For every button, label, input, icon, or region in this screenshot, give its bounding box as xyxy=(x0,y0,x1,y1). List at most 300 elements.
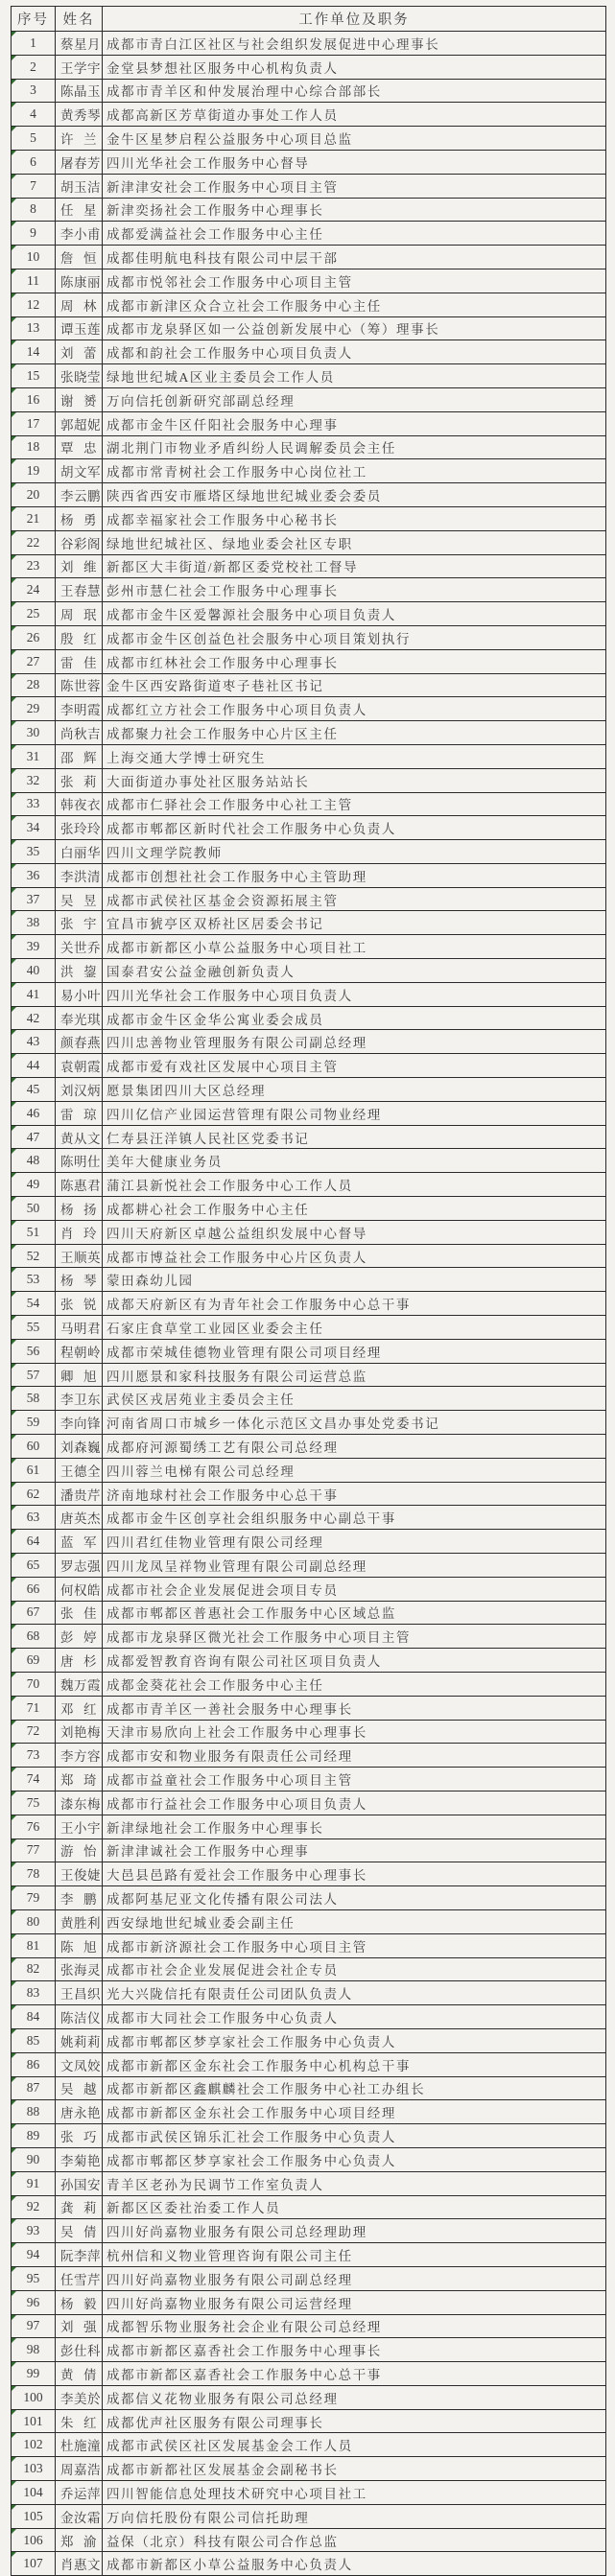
cell-corner-marker xyxy=(12,1459,16,1464)
serial-number-cell xyxy=(12,1149,56,1173)
work-unit-position-cell: 万向信托创新研究部副总经理 xyxy=(103,387,606,411)
serial-number-cell xyxy=(12,1862,56,1886)
serial-number-cell xyxy=(12,2266,56,2290)
name-cell: 王昌织 xyxy=(56,1981,103,2005)
name-cell: 邵辉 xyxy=(56,744,103,768)
serial-number-value: 52 xyxy=(26,1248,40,1263)
name-cell: 刘森巍 xyxy=(56,1435,103,1459)
serial-number-cell xyxy=(12,554,56,578)
work-unit-position-cell: 四川智能信息处理技术研究中心项目社工 xyxy=(103,2481,606,2505)
name-cell: 张玲玲 xyxy=(56,816,103,840)
serial-number-cell xyxy=(12,1268,56,1292)
cell-corner-marker xyxy=(12,1768,16,1772)
cell-corner-marker xyxy=(12,578,16,583)
serial-number-cell xyxy=(12,293,56,316)
serial-number-value: 90 xyxy=(26,2151,40,2166)
work-unit-position-cell: 成都市新都区小草公益服务中心项目社工 xyxy=(103,935,606,959)
serial-number-value: 48 xyxy=(26,1153,40,1168)
cell-corner-marker xyxy=(12,2005,16,2010)
name-cell: 陈世蓉 xyxy=(56,673,103,697)
serial-number-cell xyxy=(12,1173,56,1197)
name-cell: 黄从文 xyxy=(56,1125,103,1149)
work-unit-position-cell: 成都市龙泉驿区微光社会工作服务中心项目主管 xyxy=(103,1625,606,1649)
name-cell: 白丽华 xyxy=(56,840,103,864)
work-unit-position-cell: 成都耕心社会工作服务中心主任 xyxy=(103,1197,606,1221)
serial-number-value: 11 xyxy=(27,272,39,288)
serial-number-cell xyxy=(12,411,56,435)
table-row xyxy=(12,1554,606,1578)
name-cell: 尚秋吉 xyxy=(56,721,103,745)
serial-number-cell xyxy=(12,1981,56,2005)
serial-number-cell xyxy=(12,1411,56,1435)
name-cell: 王德全 xyxy=(56,1458,103,1482)
cell-corner-marker xyxy=(12,2457,16,2462)
serial-number-cell xyxy=(12,1435,56,1459)
cell-corner-marker xyxy=(12,364,16,369)
cell-corner-marker xyxy=(12,2196,16,2201)
work-unit-position-cell: 成都智乐物业服务社会企业有限公司总经理 xyxy=(103,2314,606,2338)
name-cell: 朱红 xyxy=(56,2409,103,2433)
name-cell: 关世乔 xyxy=(56,935,103,959)
work-unit-position-cell: 成都市郫都区新时代社会工作服务中心负责人 xyxy=(103,816,606,840)
table-row xyxy=(12,1862,606,1886)
cell-corner-marker xyxy=(12,2315,16,2320)
name-cell: 潘贵芹 xyxy=(56,1482,103,1506)
serial-number-value: 2 xyxy=(30,59,36,74)
serial-number-cell xyxy=(12,2290,56,2314)
cell-corner-marker xyxy=(12,246,16,250)
serial-number-cell xyxy=(12,32,56,56)
serial-number-cell xyxy=(12,1054,56,1078)
name-cell: 吴倩 xyxy=(56,2219,103,2243)
table-row xyxy=(12,1696,606,1720)
serial-number-cell xyxy=(12,1363,56,1387)
serial-number-value: 46 xyxy=(26,1105,40,1120)
cell-corner-marker xyxy=(12,2505,16,2510)
work-unit-position-cell: 成都佳明航电科技有限公司中层干部 xyxy=(103,246,606,269)
header-work-unit-position: 工作单位及职务 xyxy=(103,7,606,32)
table-row xyxy=(12,1435,606,1459)
table-row xyxy=(12,483,606,507)
table-row xyxy=(12,697,606,721)
cell-corner-marker xyxy=(12,2077,16,2082)
serial-number-value: 12 xyxy=(26,296,40,312)
work-unit-position-cell: 新津绿地社会工作服务中心理事长 xyxy=(103,1815,606,1838)
serial-number-value: 21 xyxy=(26,510,40,526)
work-unit-position-cell: 成都市创想社社会工作服务中心主管助理 xyxy=(103,863,606,887)
table-row xyxy=(12,506,606,530)
serial-number-value: 98 xyxy=(26,2342,40,2357)
work-unit-position-cell: 成都市行益社会工作服务中心项目负责人 xyxy=(103,1791,606,1815)
cell-corner-marker xyxy=(12,2529,16,2534)
table-row xyxy=(12,459,606,483)
cell-corner-marker xyxy=(12,864,16,869)
work-unit-position-cell: 四川好尚嘉物业服务有限公司副总经理 xyxy=(103,2266,606,2290)
serial-number-value: 104 xyxy=(23,2484,43,2499)
name-cell: 罗志强 xyxy=(56,1554,103,1578)
serial-number-cell xyxy=(12,2076,56,2100)
name-cell: 颜春燕 xyxy=(56,1030,103,1054)
table-row xyxy=(12,1530,606,1554)
table-header xyxy=(12,7,606,32)
table-row xyxy=(12,1601,606,1625)
cell-corner-marker xyxy=(12,1697,16,1701)
cell-corner-marker xyxy=(12,911,16,916)
serial-number-cell xyxy=(12,174,56,198)
work-unit-position-cell: 四川龙凤呈祥物业管理有限公司副总经理 xyxy=(103,1554,606,1578)
cell-corner-marker xyxy=(12,2029,16,2034)
cell-corner-marker xyxy=(12,293,16,298)
table-row xyxy=(12,1838,606,1862)
name-cell: 周林 xyxy=(56,293,103,316)
name-cell: 唐英杰 xyxy=(56,1506,103,1530)
table-row xyxy=(12,340,606,364)
serial-number-cell xyxy=(12,2433,56,2457)
name-cell: 张佳 xyxy=(56,1601,103,1625)
work-unit-position-cell: 绿地世纪城社区、绿地业委会社区专职 xyxy=(103,530,606,554)
serial-number-value: 53 xyxy=(26,1272,40,1287)
table-row xyxy=(12,316,606,340)
serial-number-value: 33 xyxy=(26,796,40,811)
serial-number-cell xyxy=(12,982,56,1006)
serial-number-value: 19 xyxy=(26,463,40,479)
table-body xyxy=(12,32,606,2576)
work-unit-position-cell: 成都市新都区金东社会工作服务中心机构总干事 xyxy=(103,2052,606,2076)
cell-corner-marker xyxy=(12,983,16,988)
cell-corner-marker xyxy=(12,697,16,702)
table-row xyxy=(12,1244,606,1268)
serial-number-value: 17 xyxy=(26,415,40,431)
work-unit-position-cell: 金堂县梦想社区服务中心机构负责人 xyxy=(103,55,606,79)
work-unit-position-cell: 天津市易欣向上社会工作服务中心理事长 xyxy=(103,1720,606,1744)
name-cell: 魏万霞 xyxy=(56,1672,103,1696)
serial-number-value: 28 xyxy=(26,677,40,692)
cell-corner-marker xyxy=(12,1839,16,1844)
work-unit-position-cell: 成都市武侯社区基金会资源拓展主管 xyxy=(103,887,606,911)
name-cell: 杜施潼 xyxy=(56,2433,103,2457)
work-unit-position-cell: 成都爱智教育咨询有限公司社区项目负责人 xyxy=(103,1649,606,1673)
name-cell: 张晓莹 xyxy=(56,364,103,388)
table-row xyxy=(12,2457,606,2481)
cell-corner-marker xyxy=(12,1197,16,1202)
table-row xyxy=(12,649,606,673)
work-unit-position-cell: 光大兴陇信托有限责任公司团队负责人 xyxy=(103,1981,606,2005)
serial-number-value: 103 xyxy=(23,2461,43,2476)
cell-corner-marker xyxy=(12,1340,16,1345)
cell-corner-marker xyxy=(12,1649,16,1653)
name-cell: 姚莉莉 xyxy=(56,2028,103,2052)
serial-number-cell xyxy=(12,1601,56,1625)
serial-number-cell xyxy=(12,150,56,174)
work-unit-position-cell: 成都市金牛区爱馨源社会服务中心项目负责人 xyxy=(103,602,606,626)
work-unit-position-cell: 成都市青白江区社区与社会组织发展促进中心理事长 xyxy=(103,32,606,56)
serial-number-value: 18 xyxy=(26,439,40,455)
cell-corner-marker xyxy=(12,1554,16,1558)
work-unit-position-cell: 金牛区星梦启程公益服务中心项目总监 xyxy=(103,127,606,151)
work-unit-position-cell: 四川君红佳物业管理有限公司经理 xyxy=(103,1530,606,1554)
serial-number-cell xyxy=(12,222,56,246)
serial-number-value: 89 xyxy=(26,2128,40,2143)
serial-number-cell xyxy=(12,1672,56,1696)
cell-corner-marker xyxy=(12,888,16,893)
serial-number-cell xyxy=(12,2457,56,2481)
table-row xyxy=(12,55,606,79)
serial-number-cell xyxy=(12,2481,56,2505)
work-unit-position-cell: 成都市仁驿社会工作服务中心社工主管 xyxy=(103,792,606,816)
table-row xyxy=(12,2409,606,2433)
name-cell: 覃忠 xyxy=(56,435,103,459)
table-row xyxy=(12,1125,606,1149)
serial-number-cell xyxy=(12,2504,56,2528)
serial-number-cell xyxy=(12,1101,56,1125)
cell-corner-marker xyxy=(12,2172,16,2177)
table-row xyxy=(12,1577,606,1601)
name-cell: 杨琴 xyxy=(56,1268,103,1292)
serial-number-cell xyxy=(12,935,56,959)
serial-number-value: 61 xyxy=(26,1462,40,1477)
serial-number-value: 82 xyxy=(26,1961,40,1977)
serial-number-cell xyxy=(12,792,56,816)
serial-number-cell xyxy=(12,1649,56,1673)
table-row xyxy=(12,2171,606,2195)
work-unit-position-cell: 成都高新区芳草街道办事处工作人员 xyxy=(103,103,606,127)
cell-corner-marker xyxy=(12,1483,16,1487)
serial-number-value: 49 xyxy=(26,1177,40,1192)
work-unit-position-cell: 美年大健康业务员 xyxy=(103,1149,606,1173)
cell-corner-marker xyxy=(12,1030,16,1035)
serial-number-cell xyxy=(12,911,56,935)
serial-number-value: 55 xyxy=(26,1319,40,1334)
cell-corner-marker xyxy=(12,2410,16,2415)
serial-number-value: 71 xyxy=(26,1699,40,1715)
cell-corner-marker xyxy=(12,1007,16,1012)
name-cell: 李洪清 xyxy=(56,863,103,887)
serial-number-cell xyxy=(12,1744,56,1768)
table-row xyxy=(12,2385,606,2409)
serial-number-value: 69 xyxy=(26,1652,40,1668)
serial-number-value: 45 xyxy=(26,1081,40,1096)
name-cell: 李菊艳 xyxy=(56,2147,103,2171)
cell-corner-marker xyxy=(12,1958,16,1963)
cell-corner-marker xyxy=(12,1268,16,1273)
serial-number-cell xyxy=(12,697,56,721)
serial-number-cell xyxy=(12,2052,56,2076)
work-unit-position-cell: 成都市金牛区创享社会组织服务中心副总干事 xyxy=(103,1506,606,1530)
serial-number-cell xyxy=(12,2243,56,2267)
cell-corner-marker xyxy=(12,602,16,607)
table-row xyxy=(12,1909,606,1933)
work-unit-position-cell: 成都市新都社区发展基金会副秘书长 xyxy=(103,2457,606,2481)
table-row xyxy=(12,387,606,411)
serial-number-cell xyxy=(12,1768,56,1791)
work-unit-position-cell: 湖北荆门市物业矛盾纠纷人民调解委员会主任 xyxy=(103,435,606,459)
name-cell: 吴昱 xyxy=(56,887,103,911)
cell-corner-marker xyxy=(12,793,16,798)
name-cell: 阮李萍 xyxy=(56,2243,103,2267)
cell-corner-marker xyxy=(12,1221,16,1226)
cell-corner-marker xyxy=(12,1364,16,1369)
serial-number-cell xyxy=(12,364,56,388)
serial-number-cell xyxy=(12,1458,56,1482)
serial-number-value: 44 xyxy=(26,1058,40,1073)
name-cell: 刘汉炳 xyxy=(56,1078,103,1102)
serial-number-value: 92 xyxy=(26,2199,40,2214)
serial-number-value: 101 xyxy=(23,2413,43,2428)
serial-number-cell xyxy=(12,387,56,411)
table-row xyxy=(12,1339,606,1363)
name-cell: 张巧 xyxy=(56,2124,103,2148)
serial-number-cell xyxy=(12,1815,56,1838)
cell-corner-marker xyxy=(12,317,16,322)
work-unit-position-cell: 成都聚力社会工作服务中心片区主任 xyxy=(103,721,606,745)
work-unit-position-cell: 绿地世纪城A区业主委员会工作人员 xyxy=(103,364,606,388)
work-unit-position-cell: 四川忠善物业管理服务有限公司副总经理 xyxy=(103,1030,606,1054)
name-cell: 张宇 xyxy=(56,911,103,935)
serial-number-cell xyxy=(12,625,56,649)
name-cell: 韩夜衣 xyxy=(56,792,103,816)
name-cell: 何权皓 xyxy=(56,1577,103,1601)
cell-corner-marker xyxy=(12,1934,16,1939)
serial-number-cell xyxy=(12,2552,56,2576)
cell-corner-marker xyxy=(12,1054,16,1059)
cell-corner-marker xyxy=(12,650,16,655)
name-cell: 詹恒 xyxy=(56,246,103,269)
serial-number-value: 66 xyxy=(26,1581,40,1596)
name-cell: 郭超妮 xyxy=(56,411,103,435)
cell-corner-marker xyxy=(12,2433,16,2438)
work-unit-position-cell: 成都市社会企业发展促进会项目专员 xyxy=(103,1577,606,1601)
table-row xyxy=(12,1316,606,1340)
header-serial-number: 序号 xyxy=(12,7,56,32)
name-cell: 黄倩 xyxy=(56,2362,103,2386)
table-row xyxy=(12,1933,606,1957)
serial-number-value: 1 xyxy=(30,35,36,50)
name-cell: 许兰 xyxy=(56,127,103,151)
serial-number-value: 5 xyxy=(30,130,36,146)
table-row xyxy=(12,1791,606,1815)
table-row xyxy=(12,2552,606,2576)
cell-corner-marker xyxy=(12,745,16,750)
serial-number-value: 59 xyxy=(26,1415,40,1430)
work-unit-position-cell: 成都市新都区嘉香社会工作服务中心理事长 xyxy=(103,2338,606,2362)
serial-number-cell xyxy=(12,863,56,887)
table-row xyxy=(12,2147,606,2171)
work-unit-position-cell: 成都市悦邻社会工作服务中心项目主管 xyxy=(103,269,606,293)
work-unit-position-cell: 新津津诚社会工作服务中心理事 xyxy=(103,1838,606,1862)
serial-number-cell xyxy=(12,2100,56,2124)
work-unit-position-cell: 成都阿基尼亚文化传播有限公司法人 xyxy=(103,1886,606,1910)
work-unit-position-cell: 成都信义花物业服务有限公司总经理 xyxy=(103,2385,606,2409)
serial-number-value: 107 xyxy=(23,2556,43,2571)
name-cell: 杨勇 xyxy=(56,506,103,530)
name-cell: 李卫东 xyxy=(56,1387,103,1411)
serial-number-value: 32 xyxy=(26,772,40,787)
name-cell: 郑渝 xyxy=(56,2528,103,2552)
table-row xyxy=(12,2433,606,2457)
name-cell: 龚莉 xyxy=(56,2195,103,2219)
name-cell: 彭婷 xyxy=(56,1625,103,1649)
work-unit-position-cell: 石家庄食草堂工业园区业委会主任 xyxy=(103,1316,606,1340)
name-cell: 马明君 xyxy=(56,1316,103,1340)
work-unit-position-cell: 成都市金牛区金华公寓业委会成员 xyxy=(103,1006,606,1030)
table-row xyxy=(12,2481,606,2505)
work-unit-position-cell: 西安绿地世纪城业委会副主任 xyxy=(103,1909,606,1933)
name-cell: 程朝岭 xyxy=(56,1339,103,1363)
serial-number-cell xyxy=(12,1506,56,1530)
work-unit-position-cell: 四川亿信产业园运营管理有限公司物业经理 xyxy=(103,1101,606,1125)
table-row xyxy=(12,673,606,697)
work-unit-position-cell: 济南地球村社会工作服务中心总干事 xyxy=(103,1482,606,1506)
name-cell: 蔡星月 xyxy=(56,32,103,56)
name-cell: 郑琦 xyxy=(56,1768,103,1791)
cell-corner-marker xyxy=(12,222,16,226)
serial-number-cell xyxy=(12,2171,56,2195)
table-row xyxy=(12,2005,606,2029)
table-row xyxy=(12,2076,606,2100)
serial-number-value: 97 xyxy=(26,2318,40,2333)
cell-corner-marker xyxy=(12,1245,16,1250)
table-row xyxy=(12,2504,606,2528)
name-cell: 刘艳梅 xyxy=(56,1720,103,1744)
cell-corner-marker xyxy=(12,32,16,36)
name-cell: 李向锋 xyxy=(56,1411,103,1435)
serial-number-value: 57 xyxy=(26,1367,40,1382)
serial-number-cell xyxy=(12,1078,56,1102)
name-cell: 王小宇 xyxy=(56,1815,103,1838)
table-row xyxy=(12,1220,606,1244)
serial-number-value: 41 xyxy=(26,986,40,1001)
cell-corner-marker xyxy=(12,1411,16,1416)
serial-number-value: 31 xyxy=(26,748,40,763)
table-row xyxy=(12,103,606,127)
serial-number-value: 77 xyxy=(26,1842,40,1858)
cell-corner-marker xyxy=(12,436,16,441)
cell-corner-marker xyxy=(12,769,16,774)
serial-number-value: 7 xyxy=(30,177,36,193)
serial-number-value: 63 xyxy=(26,1510,40,1525)
serial-number-value: 56 xyxy=(26,1343,40,1358)
work-unit-position-cell: 新津奕扬社会工作服务中心理事长 xyxy=(103,198,606,222)
cell-corner-marker xyxy=(12,1910,16,1915)
serial-number-value: 96 xyxy=(26,2294,40,2309)
serial-number-cell xyxy=(12,1909,56,1933)
table-row xyxy=(12,246,606,269)
table-row xyxy=(12,364,606,388)
name-cell: 邓红 xyxy=(56,1696,103,1720)
cell-corner-marker xyxy=(12,269,16,274)
name-cell: 王俊婕 xyxy=(56,1862,103,1886)
serial-number-cell xyxy=(12,79,56,103)
serial-number-value: 58 xyxy=(26,1391,40,1406)
table-row xyxy=(12,1197,606,1221)
work-unit-position-cell: 成都市郫都区梦享家社会工作服务中心负责人 xyxy=(103,2028,606,2052)
table-row xyxy=(12,2314,606,2338)
name-cell: 陈明仕 xyxy=(56,1149,103,1173)
work-unit-position-cell: 杭州信和义物业管理咨询有限公司主任 xyxy=(103,2243,606,2267)
serial-number-cell xyxy=(12,1292,56,1316)
serial-number-value: 84 xyxy=(26,2009,40,2025)
name-cell: 奉光琪 xyxy=(56,1006,103,1030)
cell-corner-marker xyxy=(12,1981,16,1986)
work-unit-position-cell: 成都优声社区服务有限公司理事长 xyxy=(103,2409,606,2433)
cell-corner-marker xyxy=(12,1078,16,1083)
serial-number-value: 37 xyxy=(26,891,40,906)
serial-number-value: 38 xyxy=(26,915,40,930)
name-cell: 周珉 xyxy=(56,602,103,626)
work-unit-position-cell: 成都市荣城佳德物业管理有限公司项目经理 xyxy=(103,1339,606,1363)
name-cell: 陈洁仪 xyxy=(56,2005,103,2029)
name-cell: 周嘉浩 xyxy=(56,2457,103,2481)
